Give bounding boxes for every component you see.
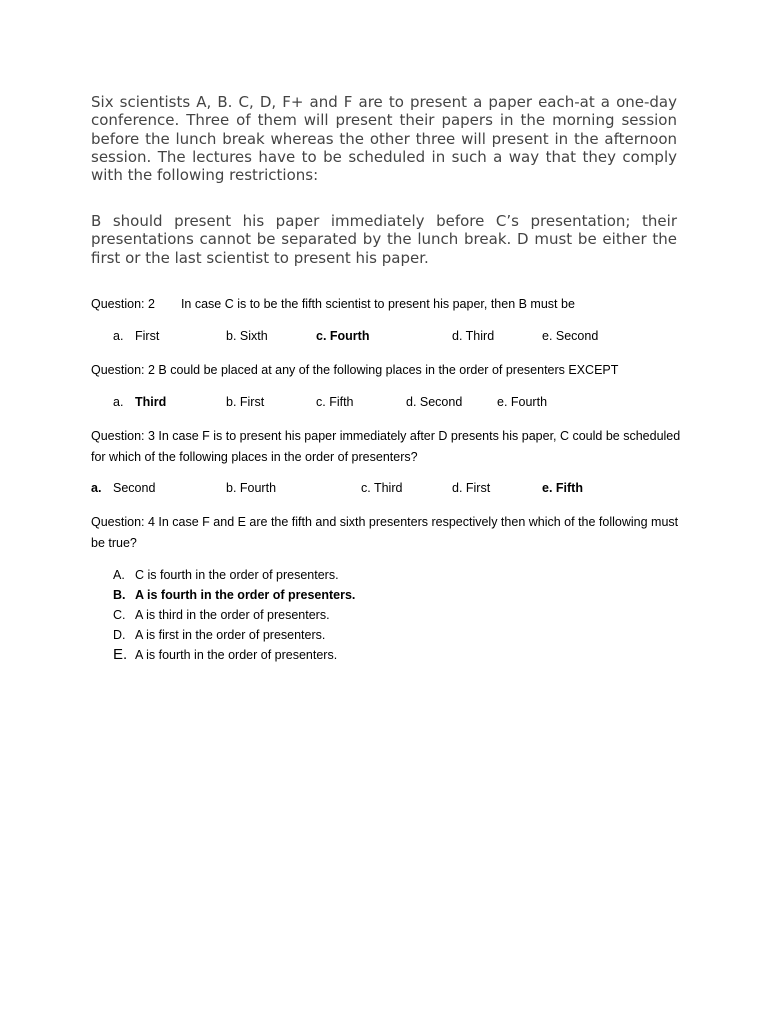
question-1 <box>91 294 691 315</box>
q4-option-b-text: A is fourth in the order of presenters. <box>135 588 356 602</box>
question-4-options <box>113 565 673 665</box>
q4-option-c-text: A is third in the order of presenters. <box>135 608 330 622</box>
q3-option-a-letter: a. <box>91 481 102 495</box>
q3-option-c[interactable]: c. Third <box>361 481 403 495</box>
q3-option-a[interactable]: Second <box>113 481 156 495</box>
q2-option-e[interactable]: e. Fourth <box>497 395 548 409</box>
q1-option-a-letter: a. <box>113 329 124 343</box>
q4-option-e[interactable] <box>113 645 673 665</box>
question-2-options <box>0 395 768 415</box>
q4-option-d[interactable] <box>113 625 673 645</box>
q3-option-d[interactable]: d. First <box>452 481 491 495</box>
q1-option-d[interactable]: d. Third <box>452 329 495 343</box>
question-1-options <box>0 329 768 349</box>
intro-paragraph-2: B should present his paper immediately before C’s presentation; their presentations cannot be separated by the lunch break. D must be either the first or the last scientist to present his paper. <box>91 212 677 267</box>
q2-option-a[interactable]: Third <box>135 395 167 409</box>
q1-option-c[interactable]: c. Fourth <box>316 329 370 343</box>
intro-paragraph-1: Six scientists A, B. C, D, F+ and F are to present a paper each-at a one-day conference. Three of them will present their papers in the morning session before the lunch break whereas the other three will present in the afternoon session. The lectures have to be scheduled in such a way that they comply with the following restrictions: <box>91 93 677 185</box>
question-1-text: In case C is to be the fifth scientist to present his paper, then B must be <box>180 297 575 311</box>
q4-option-c-letter: C. <box>113 608 126 622</box>
q4-option-a-letter: A. <box>113 568 125 582</box>
q3-option-e[interactable]: e. Fifth <box>542 481 583 495</box>
q2-option-a-letter: a. <box>113 395 124 409</box>
q1-option-b[interactable]: b. Sixth <box>226 329 268 343</box>
q3-option-b[interactable]: b. Fourth <box>226 481 277 495</box>
question-3-options <box>0 481 768 501</box>
q1-option-e[interactable]: e. Second <box>542 329 599 343</box>
question-3: Question: 3 In case F is to present his paper immediately after D presents his paper, C could be scheduled for which of the following places in the order of presenters? <box>91 429 681 464</box>
q2-option-d[interactable]: d. Second <box>406 395 463 409</box>
q4-option-d-text: A is first in the order of presenters. <box>135 628 326 642</box>
q1-option-a[interactable]: First <box>135 329 160 343</box>
q4-option-a[interactable] <box>113 565 673 585</box>
question-4: Question: 4 In case F and E are the fifth and sixth presenters respectively then which of the following must be true? <box>91 515 679 550</box>
q4-option-c[interactable] <box>113 605 673 625</box>
q4-option-d-letter: D. <box>113 628 126 642</box>
q2-option-b[interactable]: b. First <box>226 395 265 409</box>
q4-option-e-letter: E. <box>113 646 128 663</box>
q4-option-b-letter: B. <box>113 588 126 602</box>
q2-option-c[interactable]: c. Fifth <box>316 395 354 409</box>
q4-option-b[interactable] <box>113 585 673 605</box>
question-1-label: Question: 2 <box>91 297 155 311</box>
question-2: Question: 2 B could be placed at any of the following places in the order of presenters EXCEPT <box>91 363 619 377</box>
q4-option-e-text: A is fourth in the order of presenters. <box>135 648 338 662</box>
q4-option-a-text: C is fourth in the order of presenters. <box>135 568 339 582</box>
